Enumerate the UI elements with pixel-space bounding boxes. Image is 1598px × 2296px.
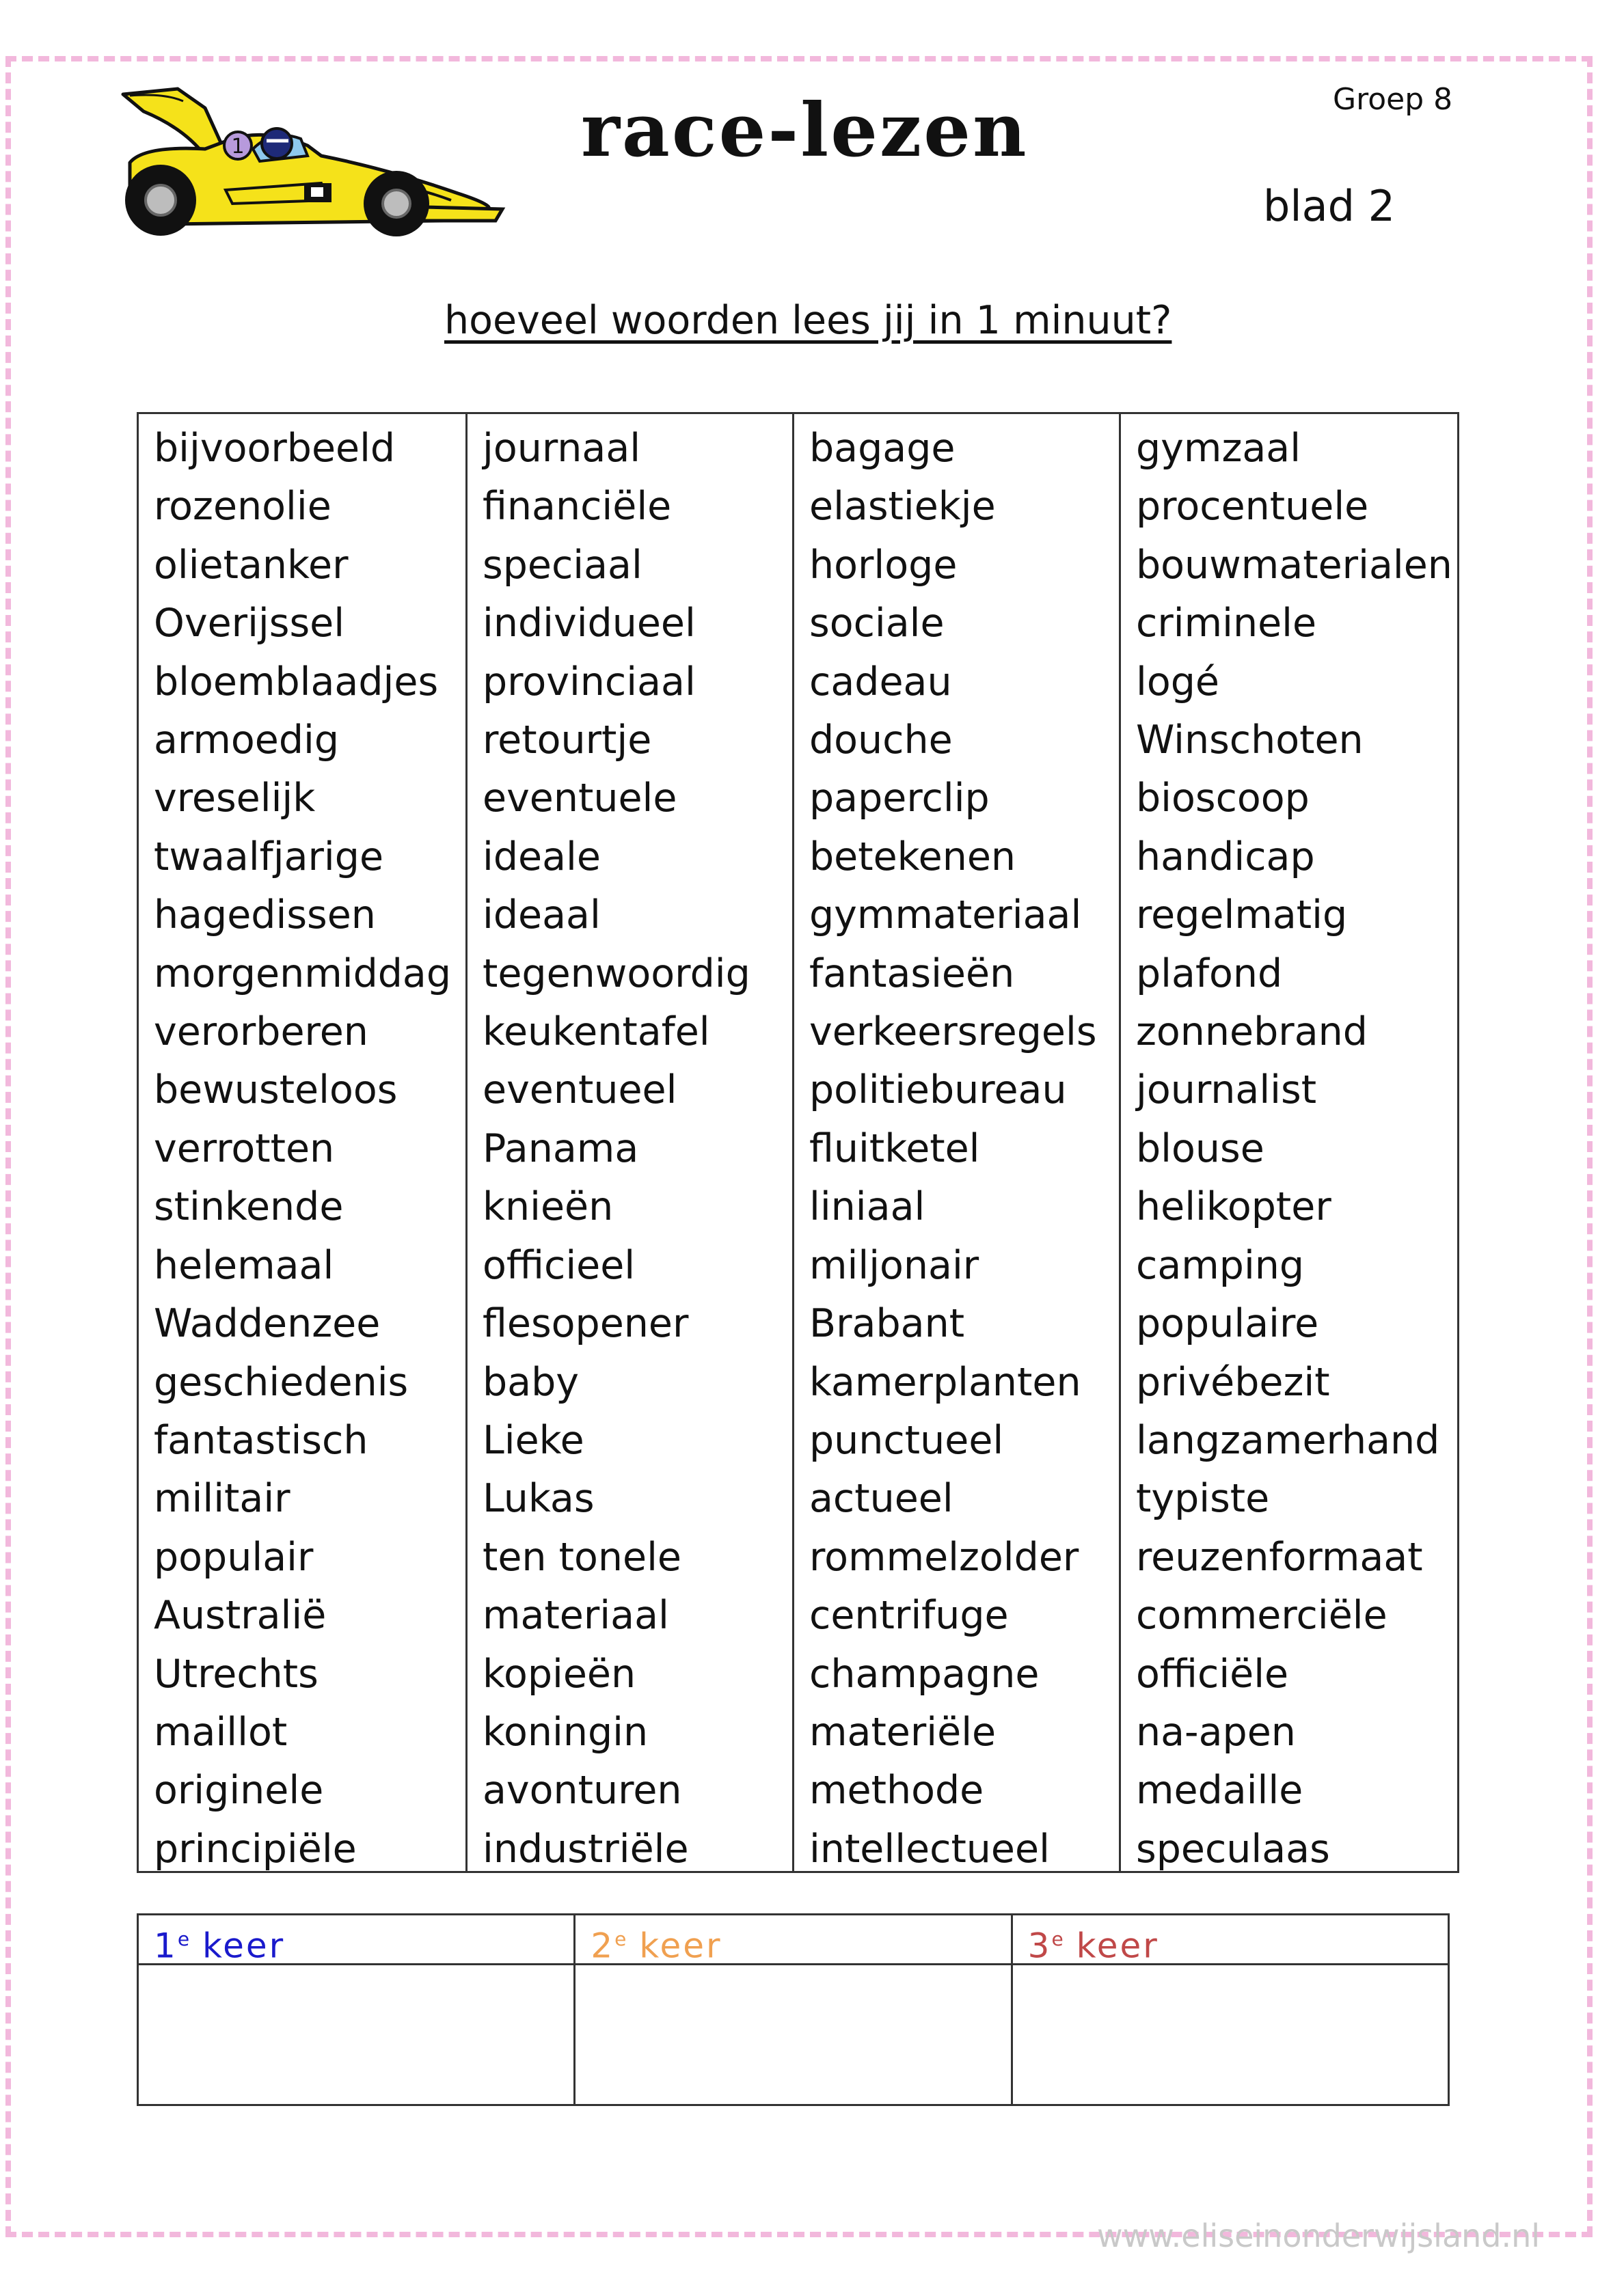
word-item: typiste xyxy=(1136,1476,1270,1522)
score-number: 1 xyxy=(154,1926,178,1966)
word-item: kopieën xyxy=(483,1651,636,1697)
word-item: verorberen xyxy=(154,1009,368,1055)
word-item: Australië xyxy=(154,1593,327,1639)
word-item: bagage xyxy=(809,426,956,471)
word-item: keukentafel xyxy=(483,1009,710,1055)
word-item: fantastisch xyxy=(154,1417,368,1463)
word-item: bouwmaterialen xyxy=(1136,542,1452,588)
word-item: koningin xyxy=(483,1709,649,1755)
score-label: keer xyxy=(202,1926,286,1966)
score-column-2 xyxy=(573,1915,1010,2104)
word-item: helemaal xyxy=(154,1242,334,1288)
word-item: procentuele xyxy=(1136,484,1369,530)
word-item: camping xyxy=(1136,1242,1305,1288)
word-item: individueel xyxy=(483,601,696,646)
word-item: centrifuge xyxy=(809,1593,1009,1639)
word-item: methode xyxy=(809,1768,984,1814)
score-field-1[interactable] xyxy=(139,1965,573,2104)
word-item: morgenmiddag xyxy=(154,951,452,996)
word-item: douche xyxy=(809,718,953,763)
score-header-2 xyxy=(575,1915,1010,1965)
word-item: twaalfjarige xyxy=(154,834,384,879)
score-number: 2 xyxy=(591,1926,615,1966)
word-item: olietanker xyxy=(154,542,349,588)
word-item: baby xyxy=(483,1359,580,1405)
word-item: Panama xyxy=(483,1125,639,1171)
word-item: commerciële xyxy=(1136,1593,1387,1639)
score-label: keer xyxy=(1076,1926,1159,1966)
question-heading: hoeveel woorden lees jij in 1 minuut? xyxy=(444,298,1172,343)
word-item: industriële xyxy=(483,1826,689,1872)
word-item: Lukas xyxy=(483,1476,595,1522)
word-item: geschiedenis xyxy=(154,1359,409,1405)
word-item: vreselijk xyxy=(154,776,316,821)
word-item: officieel xyxy=(483,1242,636,1288)
word-item: stinkende xyxy=(154,1184,344,1230)
word-item: speciaal xyxy=(483,542,642,588)
word-item: populaire xyxy=(1136,1301,1319,1347)
word-item: populair xyxy=(154,1534,314,1580)
word-item: intellectueel xyxy=(809,1826,1050,1872)
word-item: gymzaal xyxy=(1136,426,1301,471)
score-header-3 xyxy=(1013,1915,1448,1965)
word-item: ideaal xyxy=(483,892,601,938)
word-item: logé xyxy=(1136,659,1219,705)
word-item: Overijssel xyxy=(154,601,345,646)
word-item: principiële xyxy=(154,1826,357,1872)
word-item: miljonair xyxy=(809,1242,979,1288)
word-item: zonnebrand xyxy=(1136,1009,1368,1055)
word-item: verkeersregels xyxy=(809,1009,1097,1055)
word-item: sociale xyxy=(809,601,945,646)
word-item: langzamerhand xyxy=(1136,1417,1440,1463)
sheet-label: blad 2 xyxy=(1263,181,1396,231)
word-item: avonturen xyxy=(483,1768,682,1814)
word-item: hagedissen xyxy=(154,892,376,938)
word-item: champagne xyxy=(809,1651,1040,1697)
word-item: helikopter xyxy=(1136,1184,1331,1230)
score-number: 3 xyxy=(1027,1926,1052,1966)
word-item: materiële xyxy=(809,1709,997,1755)
word-item: rommelzolder xyxy=(809,1534,1079,1580)
word-column-2 xyxy=(465,414,792,1871)
word-item: elastiekje xyxy=(809,484,996,530)
car-number: 1 xyxy=(231,135,245,159)
word-item: bijvoorbeeld xyxy=(154,426,396,471)
word-item: fantasieën xyxy=(809,951,1015,996)
word-item: horloge xyxy=(809,542,958,588)
word-item: speculaas xyxy=(1136,1826,1330,1872)
word-item: militair xyxy=(154,1476,290,1522)
word-column-3 xyxy=(792,414,1119,1871)
word-item: plafond xyxy=(1136,951,1283,996)
word-item: armoedig xyxy=(154,718,340,763)
word-item: financiële xyxy=(483,484,672,530)
word-item: blouse xyxy=(1136,1125,1264,1171)
word-item: kamerplanten xyxy=(809,1359,1081,1405)
word-item: retourtje xyxy=(483,718,652,763)
word-item: regelmatig xyxy=(1136,892,1348,938)
word-column-4 xyxy=(1119,414,1457,1871)
word-item: Brabant xyxy=(809,1301,965,1347)
word-item: ideale xyxy=(483,834,601,879)
word-item: politiebureau xyxy=(809,1067,1067,1113)
word-item: criminele xyxy=(1136,601,1317,646)
word-item: betekenen xyxy=(809,834,1016,879)
word-column-1 xyxy=(139,414,465,1871)
word-item: rozenolie xyxy=(154,484,331,530)
word-item: ten tonele xyxy=(483,1534,681,1580)
score-column-3 xyxy=(1011,1915,1448,2104)
word-item: actueel xyxy=(809,1476,953,1522)
word-item: knieën xyxy=(483,1184,614,1230)
page-title: race-lezen xyxy=(581,87,1029,174)
word-item: Waddenzee xyxy=(154,1301,381,1347)
race-car-icon xyxy=(103,81,506,238)
score-column-1 xyxy=(139,1915,573,2104)
word-table xyxy=(137,412,1459,1873)
word-item: journaal xyxy=(483,426,641,471)
score-suffix: e xyxy=(177,1928,190,1950)
score-field-2[interactable] xyxy=(575,1965,1010,2104)
score-suffix: e xyxy=(614,1928,627,1950)
word-item: maillot xyxy=(154,1709,288,1755)
word-item: originele xyxy=(154,1768,324,1814)
word-item: cadeau xyxy=(809,659,952,705)
word-item: verrotten xyxy=(154,1125,335,1171)
score-field-3[interactable] xyxy=(1013,1965,1448,2104)
word-item: eventuele xyxy=(483,776,677,821)
word-item: paperclip xyxy=(809,776,990,821)
footer-url[interactable]: www.eliseinonderwijsland.nl xyxy=(1097,2217,1541,2254)
word-item: officiële xyxy=(1136,1651,1289,1697)
word-item: bloemblaadjes xyxy=(154,659,439,705)
score-suffix: e xyxy=(1051,1928,1064,1950)
word-item: bewusteloos xyxy=(154,1067,398,1113)
word-item: bioscoop xyxy=(1136,776,1310,821)
word-item: flesopener xyxy=(483,1301,689,1347)
word-item: tegenwoordig xyxy=(483,951,750,996)
word-item: fluitketel xyxy=(809,1125,980,1171)
word-item: materiaal xyxy=(483,1593,669,1639)
word-item: eventueel xyxy=(483,1067,677,1113)
word-item: medaille xyxy=(1136,1768,1303,1814)
word-item: punctueel xyxy=(809,1417,1004,1463)
word-item: privébezit xyxy=(1136,1359,1330,1405)
word-item: liniaal xyxy=(809,1184,925,1230)
score-label: keer xyxy=(639,1926,722,1966)
word-item: gymmateriaal xyxy=(809,892,1082,938)
word-item: reuzenformaat xyxy=(1136,1534,1423,1580)
word-item: Winschoten xyxy=(1136,718,1364,763)
score-table xyxy=(137,1913,1450,2106)
word-item: na-apen xyxy=(1136,1709,1296,1755)
score-header-1 xyxy=(139,1915,573,1965)
word-item: journalist xyxy=(1136,1067,1317,1113)
word-item: Utrechts xyxy=(154,1651,319,1697)
word-item: Lieke xyxy=(483,1417,584,1463)
group-label: Groep 8 xyxy=(1333,82,1453,117)
word-item: handicap xyxy=(1136,834,1315,879)
word-item: provinciaal xyxy=(483,659,696,705)
